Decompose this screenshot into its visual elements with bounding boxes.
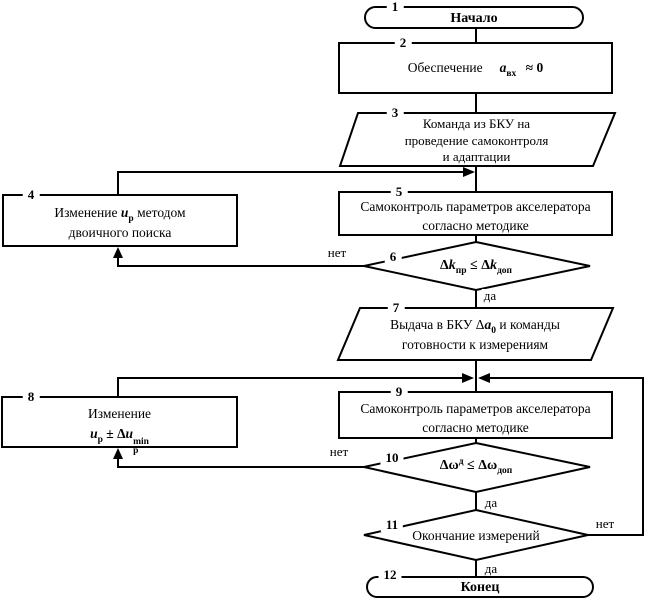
node-4-text1: Изменение	[54, 205, 118, 220]
node-3-number: 3	[387, 106, 404, 120]
edge-label-6-yes: да	[483, 288, 497, 303]
node-8-sub2: р	[133, 446, 139, 456]
node-6-delta2: Δ	[481, 258, 490, 273]
node-10-op: ≤	[467, 458, 475, 473]
node-8-label	[2, 404, 237, 456]
node-9-line1: Самоконтроль параметров акселератора	[360, 401, 591, 416]
node-4-line2: двоичного поиска	[68, 225, 172, 240]
arrowhead-4-main	[463, 167, 475, 177]
node-9-number: 9	[391, 385, 408, 399]
node-4-line1	[3, 203, 237, 223]
node-5-number: 5	[391, 185, 408, 199]
node-6-sub2: доп	[496, 266, 513, 276]
edge-label-10-yes: да	[484, 495, 498, 510]
node-9-label	[339, 399, 612, 437]
node-2-number: 2	[395, 36, 412, 50]
node-6-op: ≤	[470, 258, 478, 273]
node-8-var2-scripts	[133, 438, 149, 456]
node-8-sup2: min	[133, 437, 149, 447]
node-12-end-label: Конец	[460, 580, 500, 595]
node-10-number: 10	[381, 451, 404, 465]
edge-label-11-yes: да	[484, 561, 498, 576]
node-6-var1: k	[448, 258, 456, 273]
node-7-label	[343, 315, 607, 355]
node-6-condition	[364, 257, 588, 274]
node-4-label	[3, 203, 237, 243]
edge-label-11-no: нет	[595, 516, 615, 531]
node-5-label	[339, 197, 612, 235]
node-8-line1: Изменение	[87, 406, 152, 421]
node-8-number: 8	[23, 390, 40, 404]
node-8-var1: u	[90, 426, 98, 441]
node-10-part2: Δω	[478, 458, 498, 473]
node-1-number: 1	[387, 0, 404, 14]
node-7-var: a	[484, 317, 492, 332]
node-4-var: u	[120, 205, 129, 220]
node-8-delta: Δ	[117, 426, 126, 441]
node-7-text1: Выдача в БКУ Δ	[390, 317, 485, 332]
edge-label-6-no: нет	[327, 245, 347, 260]
node-6-number: 6	[385, 250, 402, 264]
node-8-var2: u	[125, 426, 134, 441]
node-7-line1	[343, 315, 607, 335]
arrowhead-6-no	[113, 247, 123, 258]
node-4-var-sub: р	[128, 214, 134, 224]
node-6-delta1: Δ	[439, 258, 449, 273]
node-7-text2: и команды	[499, 317, 560, 332]
node-3-line1: Команда из БКУ на	[422, 116, 531, 131]
node-6-sub1: пр	[455, 266, 467, 276]
node-4-text2: методом	[137, 205, 186, 220]
node-4-number: 4	[23, 188, 40, 202]
node-3-line3: и адаптации	[442, 149, 511, 164]
node-11-condition: Окончание измерений	[412, 528, 540, 543]
node-2-text: Обеспечение	[407, 60, 483, 75]
arrowhead-8-main	[462, 373, 474, 383]
node-2-label	[339, 59, 612, 79]
node-3-line2: проведение самоконтроля	[404, 132, 549, 148]
node-7-number: 7	[388, 301, 405, 315]
node-12-number: 12	[379, 568, 402, 582]
edge-10-no	[118, 459, 364, 467]
node-10-condition	[364, 457, 588, 474]
node-10-part1: Δω	[439, 458, 459, 473]
node-7-line2: готовности к измерениям	[401, 337, 549, 352]
node-5-line1: Самоконтроль параметров акселератора	[360, 199, 591, 214]
node-6-var2: k	[489, 258, 497, 273]
node-9-line2: согласно методике	[422, 420, 529, 435]
node-11-number: 11	[381, 518, 403, 532]
node-10-sub2: доп	[497, 466, 513, 476]
node-2-var-sub: вх	[506, 69, 517, 79]
node-2-rest: ≈ 0	[525, 60, 544, 75]
node-7-var-sub: 0	[491, 326, 496, 336]
arrowhead-11-no	[478, 373, 490, 383]
node-2-var: a	[499, 60, 507, 75]
node-1-start-label: Начало	[450, 11, 498, 26]
node-5-line2: согласно методике	[422, 218, 529, 233]
node-10-sup1: д	[458, 457, 464, 467]
edge-label-10-no: нет	[329, 444, 349, 459]
node-8-sub1: р	[97, 435, 103, 445]
node-8-line2	[2, 424, 237, 456]
node-3-label	[340, 116, 613, 166]
node-8-op: ±	[106, 426, 114, 441]
